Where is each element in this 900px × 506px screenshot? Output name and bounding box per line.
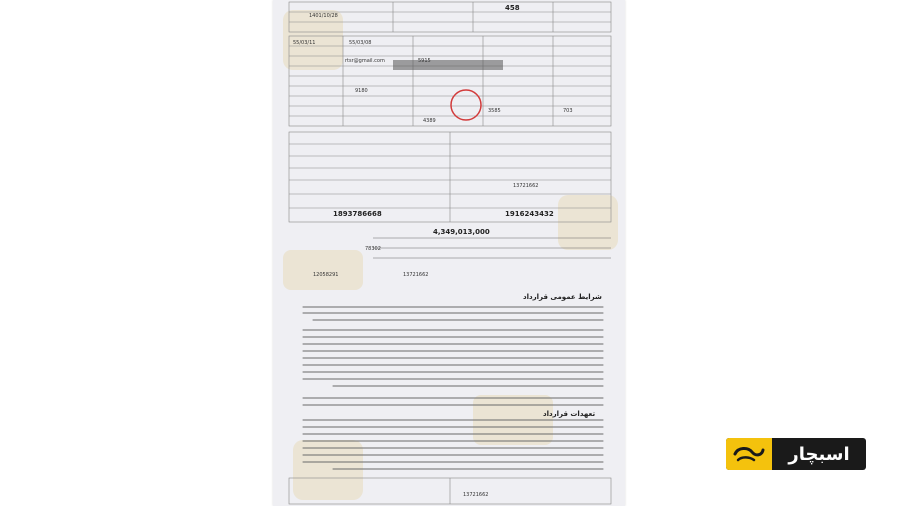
email-field: rtsr@gmail.com <box>345 58 385 64</box>
footer-ref-1: 12058291 <box>313 272 339 278</box>
contract-document <box>273 0 625 506</box>
number-3585: 3585 <box>488 108 501 114</box>
number-13721662: 13721662 <box>513 183 539 189</box>
amount-total: 4,349,013,000 <box>433 228 490 236</box>
footer-ref-2: 13721662 <box>403 272 429 278</box>
brand-mark-icon <box>726 438 772 470</box>
date-3: 55/03/08 <box>349 40 372 46</box>
footer-ref-3: 13721662 <box>463 492 489 498</box>
brand-logo <box>726 438 866 470</box>
date-top: 1401/10/28 <box>309 13 338 19</box>
number-4389: 4389 <box>423 118 436 124</box>
section-obligations: تعهدات قرارداد <box>543 410 596 418</box>
document-form-lines <box>273 0 625 506</box>
code-5915: 5915 <box>418 58 431 64</box>
number-1916243432: 1916243432 <box>505 210 554 218</box>
number-78302: 78302 <box>365 246 381 252</box>
number-9180: 9180 <box>355 88 368 94</box>
section-general-terms: شرایط عمومی قرارداد <box>523 293 602 301</box>
date-2: 55/03/11 <box>293 40 316 46</box>
brand-logo-text: اسبچار <box>788 443 850 465</box>
number-1893786668: 1893786668 <box>333 210 382 218</box>
header-number: 458 <box>505 4 520 12</box>
number-703: 703 <box>563 108 573 114</box>
